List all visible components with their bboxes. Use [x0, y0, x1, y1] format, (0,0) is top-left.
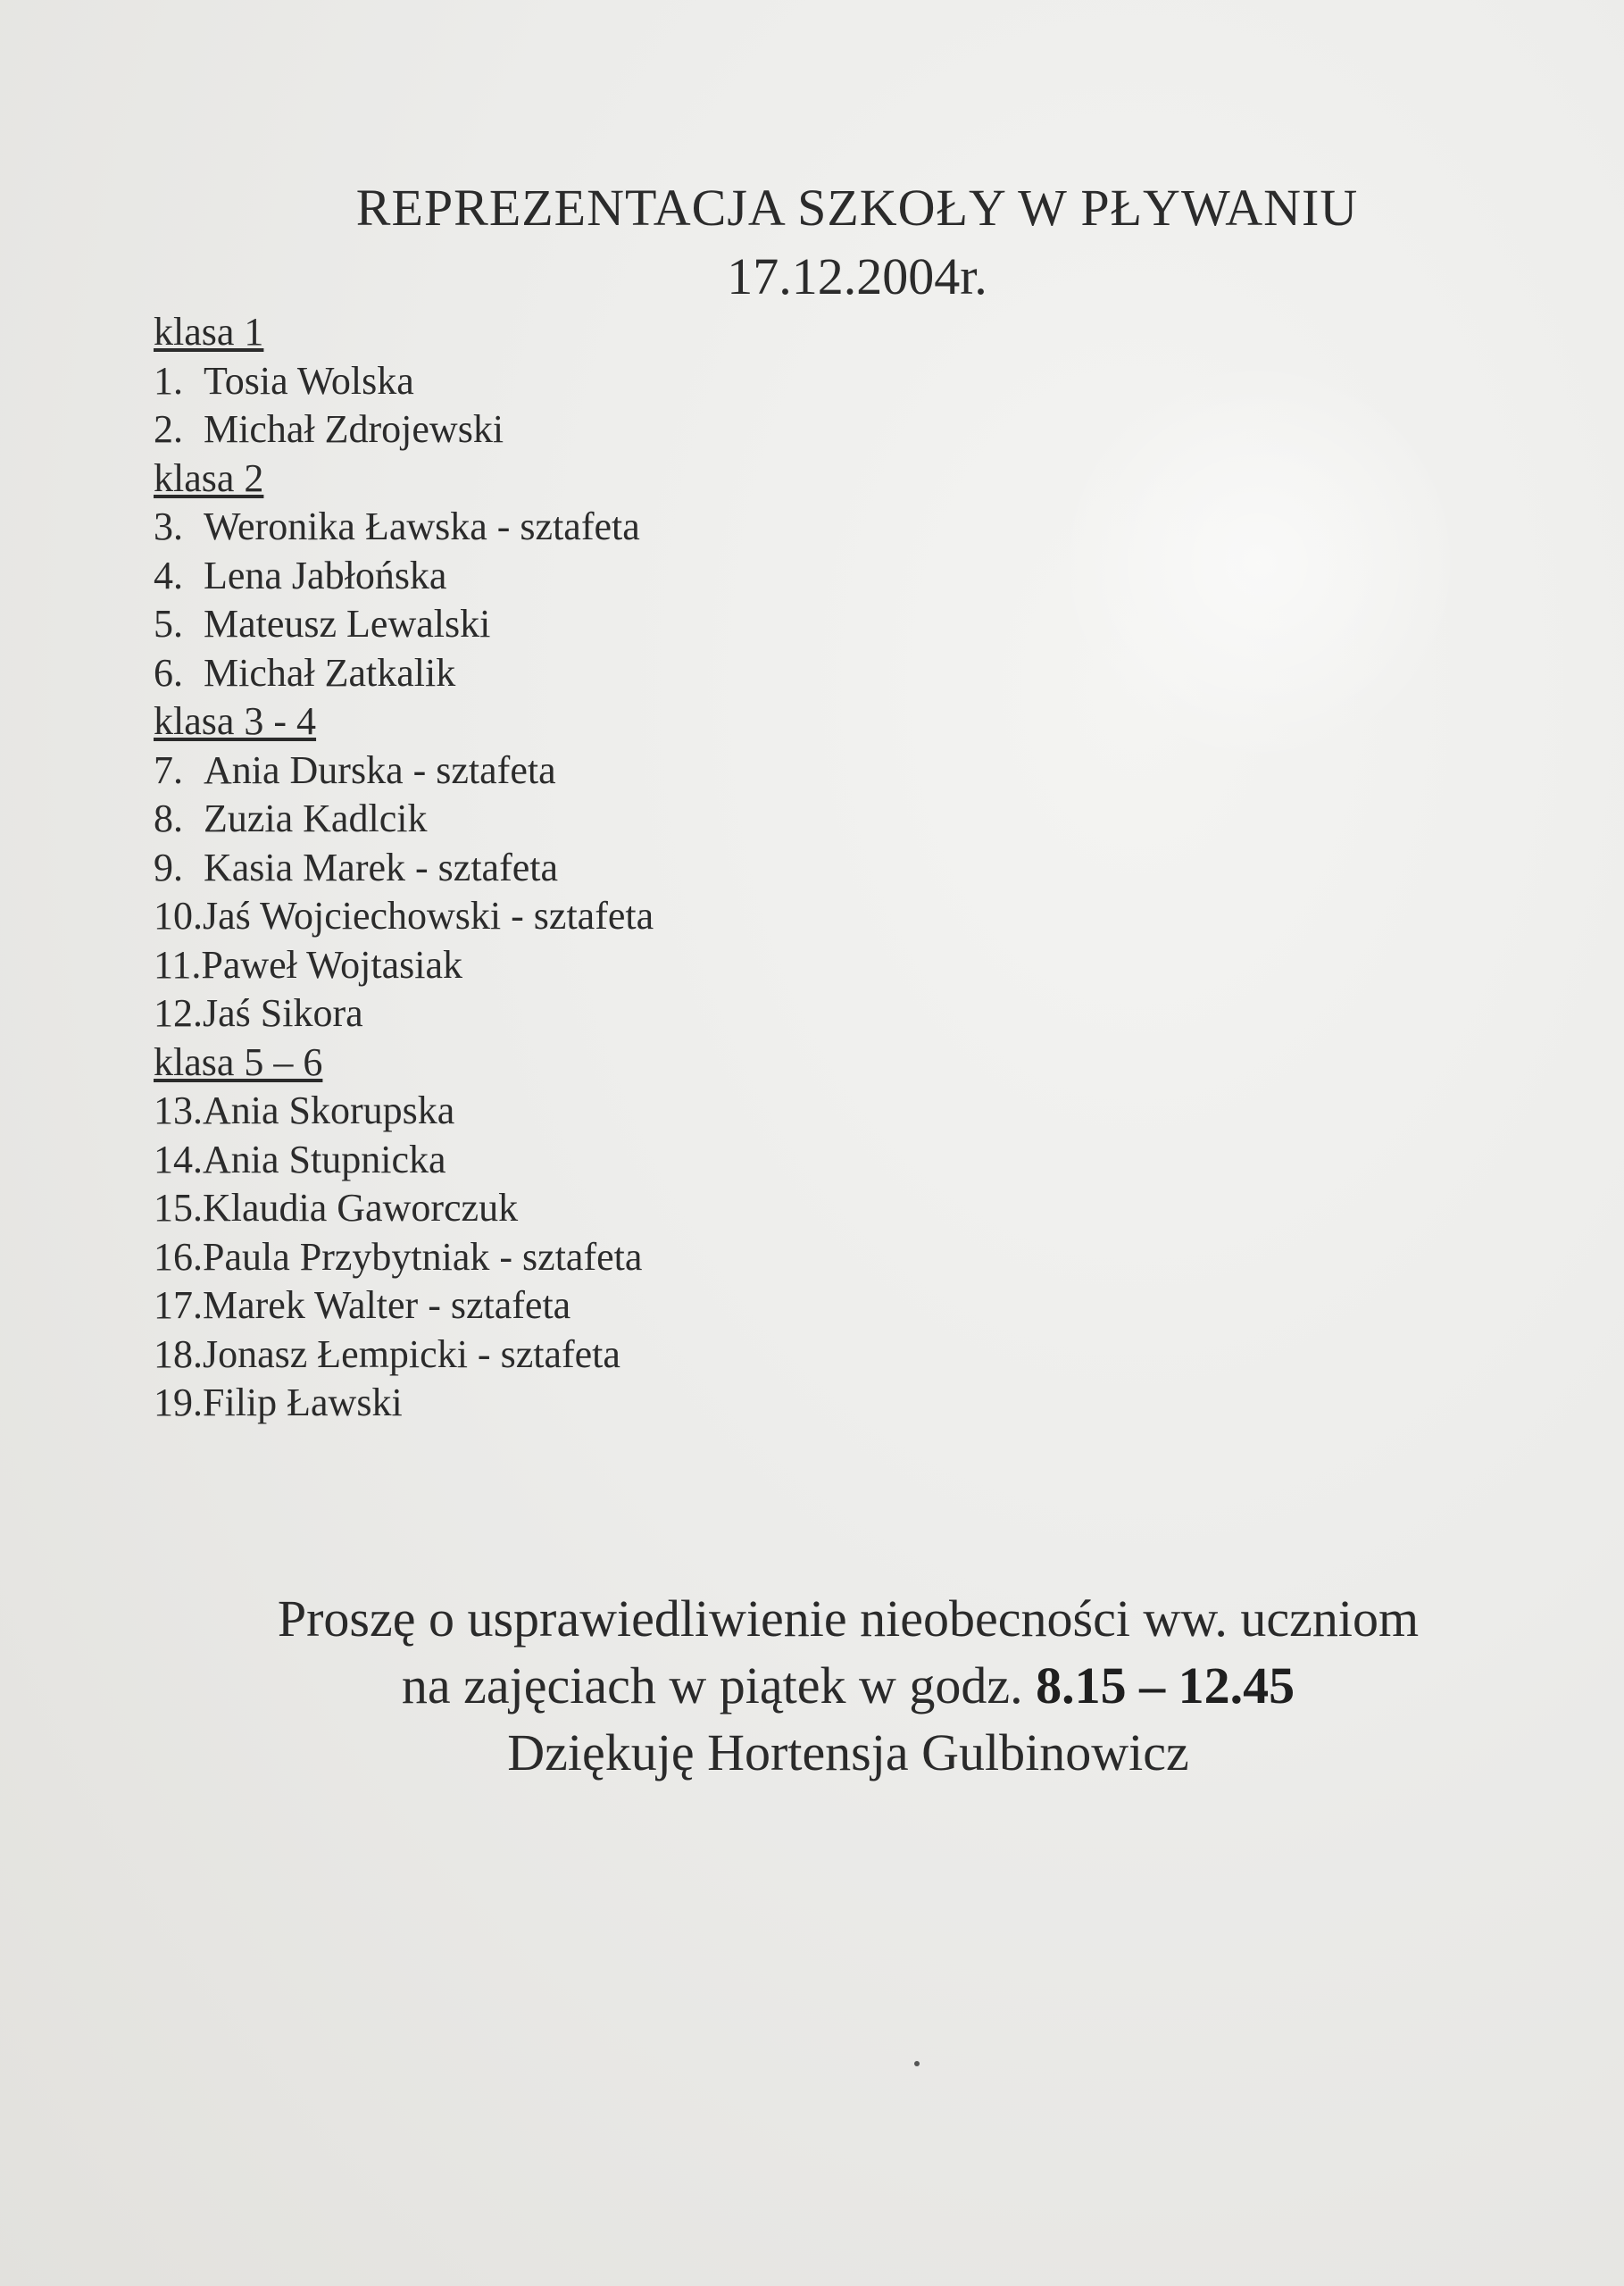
student-number: 11. — [154, 942, 202, 987]
footer-line-2-text: na zajęciach w piątek w godz. — [401, 1656, 1037, 1714]
student-number: 1. — [154, 358, 183, 403]
student-name: Ania Skorupska — [203, 1089, 455, 1132]
student-name: Marek Walter - sztafeta — [203, 1283, 571, 1327]
student-name: Zuzia Kadlcik — [204, 797, 428, 840]
student-row — [154, 844, 957, 893]
student-name: Paula Przybytniak - sztafeta — [203, 1234, 643, 1279]
document-title: REPREZENTACJA SZKOŁY W PŁYWANIU — [355, 179, 1359, 237]
student-list — [154, 308, 957, 1428]
student-number: 2. — [154, 407, 183, 451]
student-name: Jaś Wojciechowski - sztafeta — [203, 894, 654, 938]
footer-line-1: Proszę o usprawiedliwienie nieobecności ww. uczniom — [277, 1589, 1420, 1648]
student-row — [154, 1184, 957, 1233]
student-number: 13. — [154, 1089, 203, 1132]
student-row — [154, 503, 957, 552]
student-row — [154, 1379, 957, 1428]
student-row — [154, 1136, 957, 1185]
student-number: 3. — [154, 505, 183, 548]
class-heading: klasa 1 — [154, 310, 264, 354]
student-name: Paweł Wojtasiak — [201, 942, 462, 987]
student-name: Michał Zdrojewski — [204, 407, 504, 451]
footer-note — [134, 1585, 1562, 1786]
footer-signature: Dziękuję Hortensja Gulbinowicz — [507, 1723, 1189, 1781]
class-heading: klasa 5 – 6 — [154, 1039, 323, 1084]
student-row — [154, 941, 957, 990]
student-number: 6. — [154, 650, 183, 695]
student-number: 8. — [154, 797, 183, 840]
class-heading: klasa 2 — [154, 455, 264, 500]
paper-dot — [914, 2061, 920, 2066]
student-number: 17. — [154, 1283, 203, 1327]
student-row — [154, 795, 957, 844]
student-number: 18. — [154, 1331, 203, 1376]
student-row — [154, 552, 957, 601]
paper-swirl-mark — [1054, 357, 1464, 768]
student-number: 9. — [154, 845, 183, 889]
student-row — [154, 649, 957, 698]
student-row — [154, 1281, 957, 1331]
class-heading: klasa 3 - 4 — [154, 699, 317, 743]
student-row — [154, 1331, 957, 1380]
footer-line-2 — [134, 1652, 1562, 1719]
student-name: Tosia Wolska — [204, 358, 414, 403]
student-number: 16. — [154, 1234, 203, 1279]
student-name: Ania Stupnicka — [203, 1137, 446, 1181]
student-number: 5. — [154, 602, 183, 646]
student-row — [154, 892, 957, 941]
student-number: 4. — [154, 553, 183, 597]
footer-hours: 8.15 – 12.45 — [1036, 1656, 1295, 1714]
student-name: Mateusz Lewalski — [204, 602, 491, 646]
student-number: 10. — [154, 894, 203, 938]
student-name: Kasia Marek - sztafeta — [204, 845, 559, 889]
student-row — [154, 1233, 957, 1282]
student-name: Lena Jabłońska — [204, 553, 447, 597]
document-date: 17.12.2004r. — [727, 247, 987, 305]
student-name: Weronika Ławska - sztafeta — [204, 505, 640, 548]
student-number: 14. — [154, 1137, 203, 1181]
student-name: Filip Ławski — [203, 1381, 403, 1424]
student-number: 15. — [154, 1186, 203, 1230]
student-row — [154, 1087, 957, 1136]
student-number: 7. — [154, 747, 183, 792]
student-row — [154, 405, 957, 455]
student-number: 12. — [154, 991, 203, 1035]
student-row — [154, 600, 957, 649]
student-name: Michał Zatkalik — [204, 650, 456, 695]
student-name: Jaś Sikora — [203, 991, 363, 1035]
student-name: Ania Durska - sztafeta — [204, 747, 556, 792]
student-name: Jonasz Łempicki - sztafeta — [203, 1331, 620, 1376]
student-row — [154, 357, 957, 406]
student-row — [154, 989, 957, 1039]
student-name: Klaudia Gaworczuk — [203, 1186, 519, 1230]
student-number: 19. — [154, 1381, 203, 1424]
student-row — [154, 747, 957, 796]
